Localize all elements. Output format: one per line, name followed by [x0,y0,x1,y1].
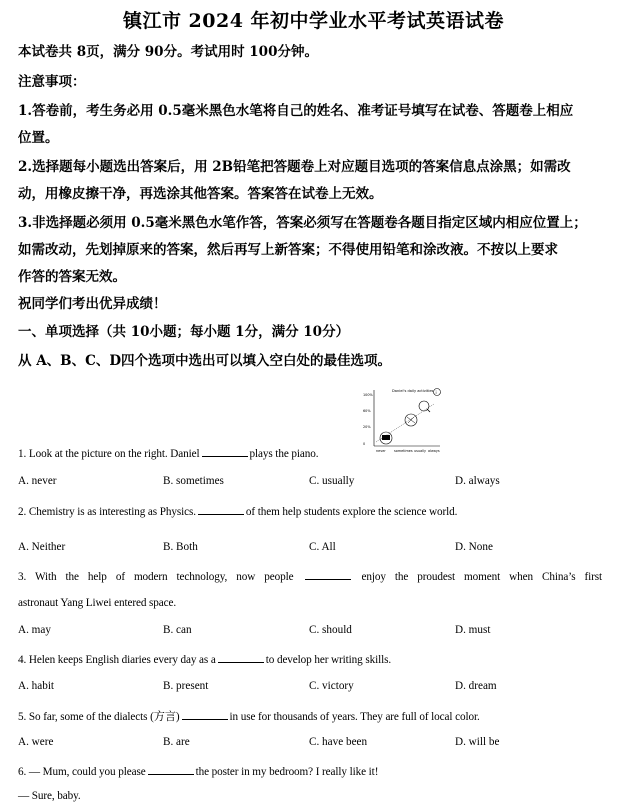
x-tick-label: sometimes [394,449,413,453]
y-tick-label: 20% [363,425,371,429]
q4-option-b[interactable]: B. present [163,680,209,692]
answer-blank [218,652,264,663]
rule-3-line-2: 如需改动，先划掉原来的答案，然后再写上新答案；不得使用铅笔和涂改液。不按以上要求 [18,242,558,258]
q5-option-b[interactable]: B. are [163,736,190,748]
question-5-stem: 5. So far, some of the dialects (方言) in use for thousands of years. They are full of local color. [18,711,480,723]
y-tick-label: 60% [363,409,371,413]
question-6-stem-line-2: — Sure, baby. [18,790,81,802]
question-6-stem: 6. — Mum, could you please the poster in my bedroom? I really like it! [18,766,379,778]
y-tick-label: 0 [363,442,366,446]
q2-option-c[interactable]: C. All [309,541,336,553]
chart-body-icon [434,389,441,396]
question-2-stem: 2. Chemistry is as interesting as Physics. of them help students explore the science world. [18,506,458,518]
answer-blank [198,504,244,515]
rule-1-line-2: 位置。 [18,130,59,146]
q1-option-a[interactable]: A. never [18,475,57,487]
q2-option-a[interactable]: A. Neither [18,541,66,553]
question-3-stem: 3. With the help of modern technology, now people enjoy the proudest moment when China’s first [18,571,603,583]
clock-icon: i [435,390,437,395]
activity-icons [376,401,434,444]
question-1-stem: 1. Look at the picture on the right. Daniel plays the piano. [18,448,319,460]
rule-3-line-3: 作答的答案无效。 [18,269,126,285]
answer-blank [305,569,351,580]
rule-2-line-2: 动，用橡皮擦干净，再选涂其他答案。答案答在试卷上无效。 [18,186,383,202]
answer-blank [148,764,194,775]
intro-line: 本试卷共 8页，满分 90分。考试用时 100分钟。 [18,44,318,60]
y-tick-label: 100% [363,393,373,397]
exam-title: 镇江市 2024 年初中学业水平考试英语试卷 [122,10,505,32]
q3-option-d[interactable]: D. must [455,624,491,636]
q1-option-c[interactable]: C. usually [309,475,355,487]
q5-option-a[interactable]: A. were [18,736,54,748]
x-tick-label: usually [414,449,427,453]
q2-option-b[interactable]: B. Both [163,541,198,553]
rule-2-line-1: 2.选择题每小题选出答案后，用 2B铅笔把答题卷上对应题目选项的答案信息点涂黑；如需改 [18,159,571,175]
rule-1-line-1: 1.答卷前，考生务必用 0.5毫米黑色水笔将自己的姓名、准考证号填写在试卷、答题卷上相应 [18,103,574,119]
x-tick-label: always [428,449,440,453]
answer-blank [182,709,228,720]
section-instruction: 从 A、B、C、D四个选项中选出可以填入空白处的最佳选项。 [18,353,392,369]
wish-line: 祝同学们考出优异成绩！ [18,296,167,312]
q4-option-a[interactable]: A. habit [18,680,55,692]
section-heading: 一、单项选择（共 10小题；每小题 1分，满分 10分） [18,324,350,340]
q4-option-c[interactable]: C. victory [309,680,354,692]
rule-3-line-1: 3.非选择题必须用 0.5毫米黑色水笔作答，答案必须写在答题卷各题目指定区域内相应位置上； [18,215,587,231]
question-4-stem: 4. Helen keeps English diaries every day as a to develop her writing skills. [18,654,392,666]
daniel-activities-chart [362,386,442,456]
q5-option-d[interactable]: D. will be [455,736,500,748]
q3-option-c[interactable]: C. should [309,624,352,636]
question-3-stem-line-2: astronaut Yang Liwei entered space. [18,597,177,609]
q5-option-c[interactable]: C. have been [309,736,368,748]
chart-title: Daniel's daily activities [392,389,434,393]
q2-option-d[interactable]: D. None [455,541,493,553]
q4-option-d[interactable]: D. dream [455,680,497,692]
q1-option-d[interactable]: D. always [455,475,500,487]
x-tick-label: never [376,449,386,453]
q3-option-a[interactable]: A. may [18,624,51,636]
answer-blank [202,446,248,457]
q1-option-b[interactable]: B. sometimes [163,475,224,487]
q3-option-b[interactable]: B. can [163,624,192,636]
notice-heading: 注意事项： [18,74,86,90]
